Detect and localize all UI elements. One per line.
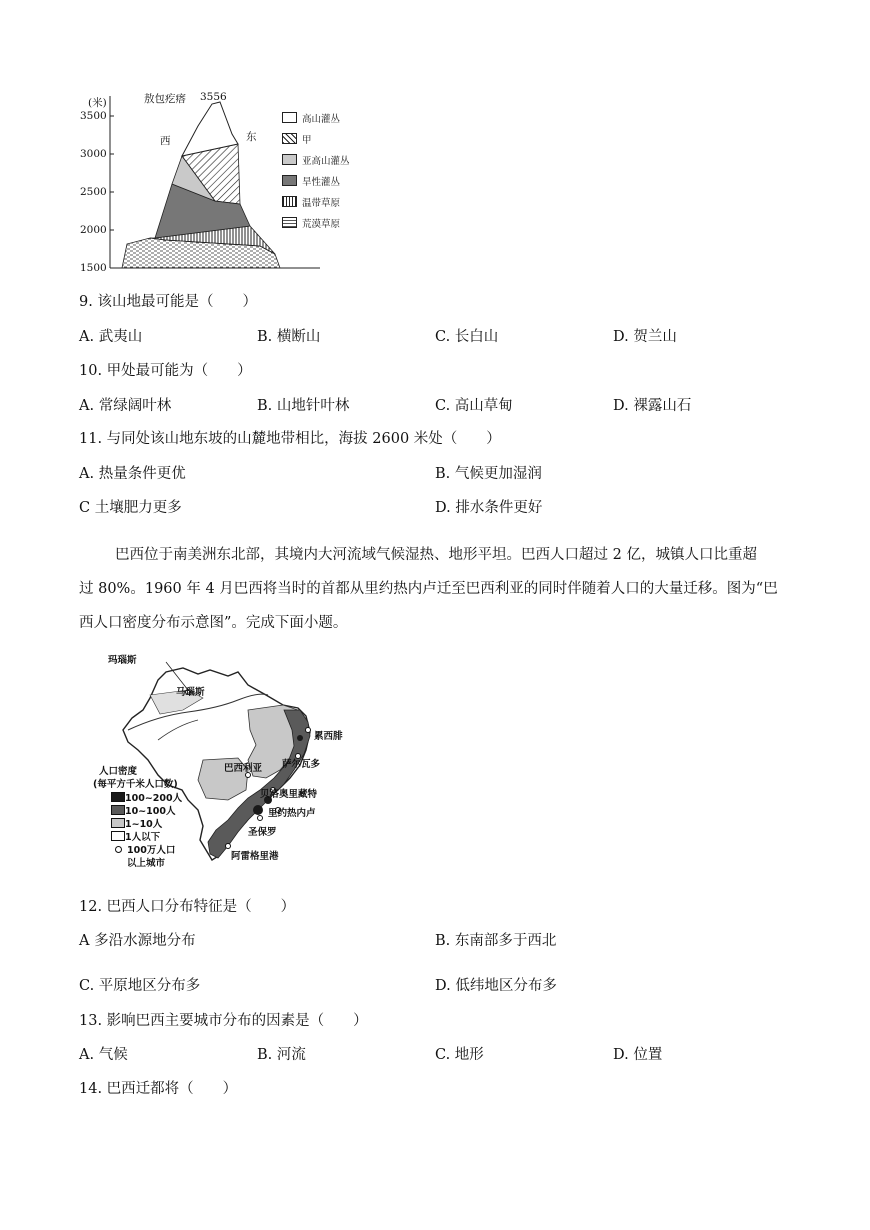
- q10-option-c[interactable]: C. 高山草甸: [435, 398, 513, 414]
- legend-swatch: [111, 818, 125, 828]
- q13-option-d[interactable]: D. 位置: [613, 1047, 663, 1063]
- city-label: 累西腓: [314, 731, 343, 742]
- y-tick-2000: 2000: [80, 224, 107, 236]
- legend-swatch-vertical-lines: [282, 196, 297, 207]
- legend-swatch-light-gray: [282, 154, 297, 165]
- city-legend-label: 以上城市: [127, 858, 166, 869]
- legend-swatch: [111, 805, 125, 815]
- q9-stem: 9. 该山地最可能是（ ）: [79, 294, 257, 310]
- city-marker: [306, 728, 311, 733]
- q13-stem: 13. 影响巴西主要城市分布的因素是（ ）: [79, 1013, 368, 1029]
- density-100-200-spot: [253, 805, 263, 815]
- q14-stem: 14. 巴西迁都将（ ）: [79, 1081, 238, 1097]
- q12-option-b[interactable]: B. 东南部多于西北: [435, 933, 557, 949]
- city-label: 阿雷格里港: [231, 851, 279, 862]
- peak-label: 敖包疙瘩: [144, 93, 186, 105]
- legend-swatch-dark-gray: [282, 175, 297, 186]
- passage-line-2: 过 80%。1960 年 4 月巴西将当时的首都从里约热内卢迁至巴西利亚的同时伴随着人口的大量迁移。图为“巴: [79, 581, 778, 597]
- legend-label: 100~200人: [125, 793, 183, 804]
- q9-option-b[interactable]: B. 横断山: [257, 329, 321, 345]
- brazil-map-legend: [93, 763, 213, 875]
- profile-legend: [282, 112, 382, 237]
- city-label: 玛瑙斯: [108, 655, 137, 666]
- q11-option-d[interactable]: D. 排水条件更好: [435, 500, 543, 516]
- unit-label: (米): [88, 97, 107, 109]
- legend-label: 10~100人: [125, 806, 176, 817]
- q10-option-a[interactable]: A. 常绿阔叶林: [79, 398, 172, 414]
- q13-option-b[interactable]: B. 河流: [257, 1047, 306, 1063]
- legend-title: 人口密度: [99, 766, 138, 777]
- q9-option-a[interactable]: A. 武夷山: [79, 329, 143, 345]
- legend-label: 温带草原: [302, 198, 341, 209]
- city-label: 巴西利亚: [224, 763, 263, 774]
- legend-swatch: [111, 831, 125, 841]
- q12-stem: 12. 巴西人口分布特征是（ ）: [79, 899, 296, 915]
- legend-label: 旱性灌丛: [302, 177, 341, 188]
- city-marker: [226, 844, 231, 849]
- q10-stem: 10. 甲处最可能为（ ）: [79, 363, 252, 379]
- city-label: 萨尔瓦多: [282, 759, 321, 770]
- q9-option-c[interactable]: C. 长白山: [435, 329, 499, 345]
- q11-option-b[interactable]: B. 气候更加湿润: [435, 466, 542, 482]
- legend-swatch-hatch: [282, 133, 297, 144]
- legend-label: 1~10人: [125, 819, 163, 830]
- q12-option-c[interactable]: C. 平原地区分布多: [79, 978, 201, 994]
- city-legend-marker: [115, 846, 122, 853]
- legend-swatch-dots: [282, 217, 297, 228]
- legend-label: 甲: [302, 135, 312, 146]
- legend-label: 高山灌丛: [302, 114, 341, 125]
- q10-option-b[interactable]: B. 山地针叶林: [257, 398, 350, 414]
- q12-option-a[interactable]: A 多沿水源地分布: [79, 933, 196, 949]
- legend-swatch: [111, 792, 125, 802]
- q12-option-d[interactable]: D. 低纬地区分布多: [435, 978, 557, 994]
- q13-option-a[interactable]: A. 气候: [79, 1047, 128, 1063]
- legend-label: 1人以下: [125, 832, 161, 843]
- q11-option-a[interactable]: A. 热量条件更优: [79, 466, 186, 482]
- legend-label: 亚高山灌丛: [302, 156, 350, 167]
- q11-option-c[interactable]: C 土壤肥力更多: [79, 500, 182, 516]
- city-label: 圣保罗: [248, 827, 277, 838]
- peak-value: 3556: [200, 91, 227, 103]
- city-legend-label: 100万人口: [127, 845, 176, 856]
- west-label: 西: [160, 135, 171, 147]
- y-tick-3500: 3500: [80, 110, 107, 122]
- legend-label: 荒漠草原: [302, 219, 341, 230]
- y-tick-2500: 2500: [80, 186, 107, 198]
- q13-option-c[interactable]: C. 地形: [435, 1047, 484, 1063]
- q11-stem: 11. 与同处该山地东坡的山麓地带相比，海拔 2600 米处（ ）: [79, 431, 501, 447]
- y-tick-1500: 1500: [80, 262, 107, 274]
- east-label: 东: [246, 131, 257, 143]
- city-label: 贝洛奥里藏特: [260, 789, 318, 800]
- legend-subtitle: (每平方千米人口数): [93, 779, 178, 790]
- city-label: 马瑙斯: [176, 687, 205, 698]
- passage-line-1: 巴西位于南美洲东北部，其境内大河流域气候湿热、地形平坦。巴西人口超过 2 亿，城镇人口比重超: [115, 547, 757, 563]
- q10-option-d[interactable]: D. 裸露山石: [613, 398, 692, 414]
- y-tick-3000: 3000: [80, 148, 107, 160]
- city-label: 里约热内卢: [268, 808, 316, 819]
- city-marker: [258, 816, 263, 821]
- passage-line-3: 西人口密度分布示意图”。完成下面小题。: [79, 615, 348, 631]
- q9-option-d[interactable]: D. 贺兰山: [613, 329, 677, 345]
- legend-swatch-blank: [282, 112, 297, 123]
- density-100-200-spot: [297, 735, 303, 741]
